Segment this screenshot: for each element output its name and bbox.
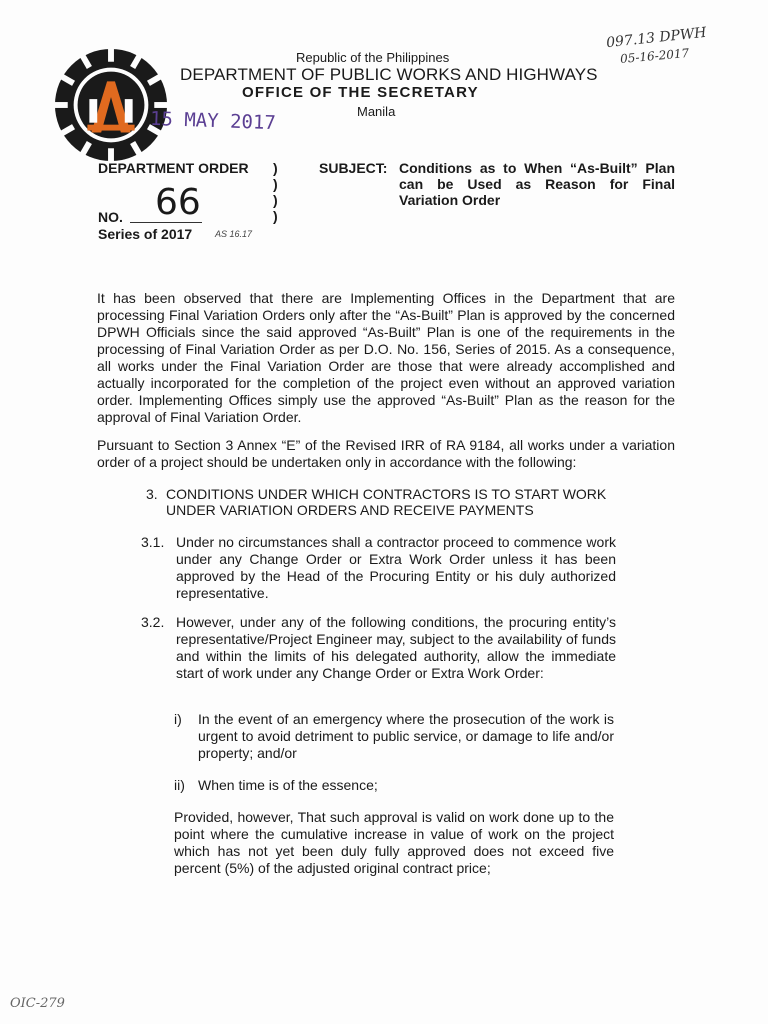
item-i-text: In the event of an emergency where the prosecution of the work is urgent to avoid detriment to public service, or damage to life and/or property; and/or: [198, 711, 614, 761]
item-ii-text: When time is of the essence;: [198, 777, 378, 793]
section-3-heading: CONDITIONS UNDER WHICH CONTRACTORS IS TO START WORK UNDER VARIATION ORDERS AND RECEIVE PAYMENTS: [166, 486, 607, 518]
paragraph-pursuant: Pursuant to Section 3 Annex “E” of the Revised IRR of RA 9184, all works under a variation order of a project should be undertaken only in accordance with the following:: [97, 437, 675, 470]
handwritten-footer-note: OIC-279: [10, 996, 65, 1011]
separator-parentheses: ) ) ) ): [273, 160, 278, 224]
subject-label: SUBJECT:: [319, 160, 388, 176]
received-date-stamp: 15 MAY 2017: [149, 107, 277, 135]
department-heading: DEPARTMENT OF PUBLIC WORKS AND HIGHWAYS: [180, 65, 598, 84]
handwritten-reference: 097.13 DPWH: [605, 24, 708, 52]
section-3-1-text: Under no circumstances shall a contractor proceed to commence work under any Change Order or Extra Work Order unless it has been approved by the Head of the Procuring Entity or his duly authorized representative.: [176, 534, 616, 601]
department-order-label: DEPARTMENT ORDER: [98, 160, 249, 176]
republic-heading: Republic of the Philippines: [296, 50, 450, 65]
section-3-2-text: However, under any of the following conditions, the procuring entity’s representative/Project Engineer may, subject to the availability of funds and within the limits of his delegated authority, allow the immediate start of work under any Change Order or Extra Work Order:: [176, 614, 616, 681]
section-3-number: 3.: [146, 486, 158, 502]
paragraph-observation: It has been observed that there are Implementing Offices in the Department that are processing Final Variation Orders only after the “As-Built” Plan is approved by the concerned DPWH Officials since the said approved “As-Built” Plan is one of the requirements in the processing of Final Variation Order as per D.O. No. 156, Series of 2015. As a consequence, all works under the Final Variation Order are those that were already accomplished and actually incorporated for the completion of the project even without an approved variation order. Implementing Offices simply use the approved “As-Built” Plan as the reason for the approval of Final Variation Order.: [97, 290, 675, 425]
order-number-label: NO.: [98, 209, 123, 225]
city-heading: Manila: [357, 104, 396, 119]
subject-text: Conditions as to When “As-Built” Plan can be Used as Reason for Final Variation Order: [399, 160, 675, 208]
handwritten-initial: AS 16.17: [215, 229, 253, 239]
dpwh-seal-logo: [52, 46, 170, 164]
proviso-paragraph: Provided, however, That such approval is valid on work done up to the point where the cumulative increase in value of work on the project which has not yet been duly fully approved does not exceed five percent (5%) of the adjusted original contract price;: [174, 809, 614, 876]
section-3-2-number: 3.2.: [141, 614, 165, 630]
order-number: 66: [155, 182, 201, 223]
handwritten-date: 05-16-2017: [619, 46, 690, 66]
item-i-number: i): [174, 711, 182, 727]
item-ii-number: ii): [174, 777, 185, 793]
section-3-1-number: 3.1.: [141, 534, 165, 550]
office-heading: OFFICE OF THE SECRETARY: [242, 84, 479, 101]
order-series: Series of 2017: [98, 226, 193, 242]
